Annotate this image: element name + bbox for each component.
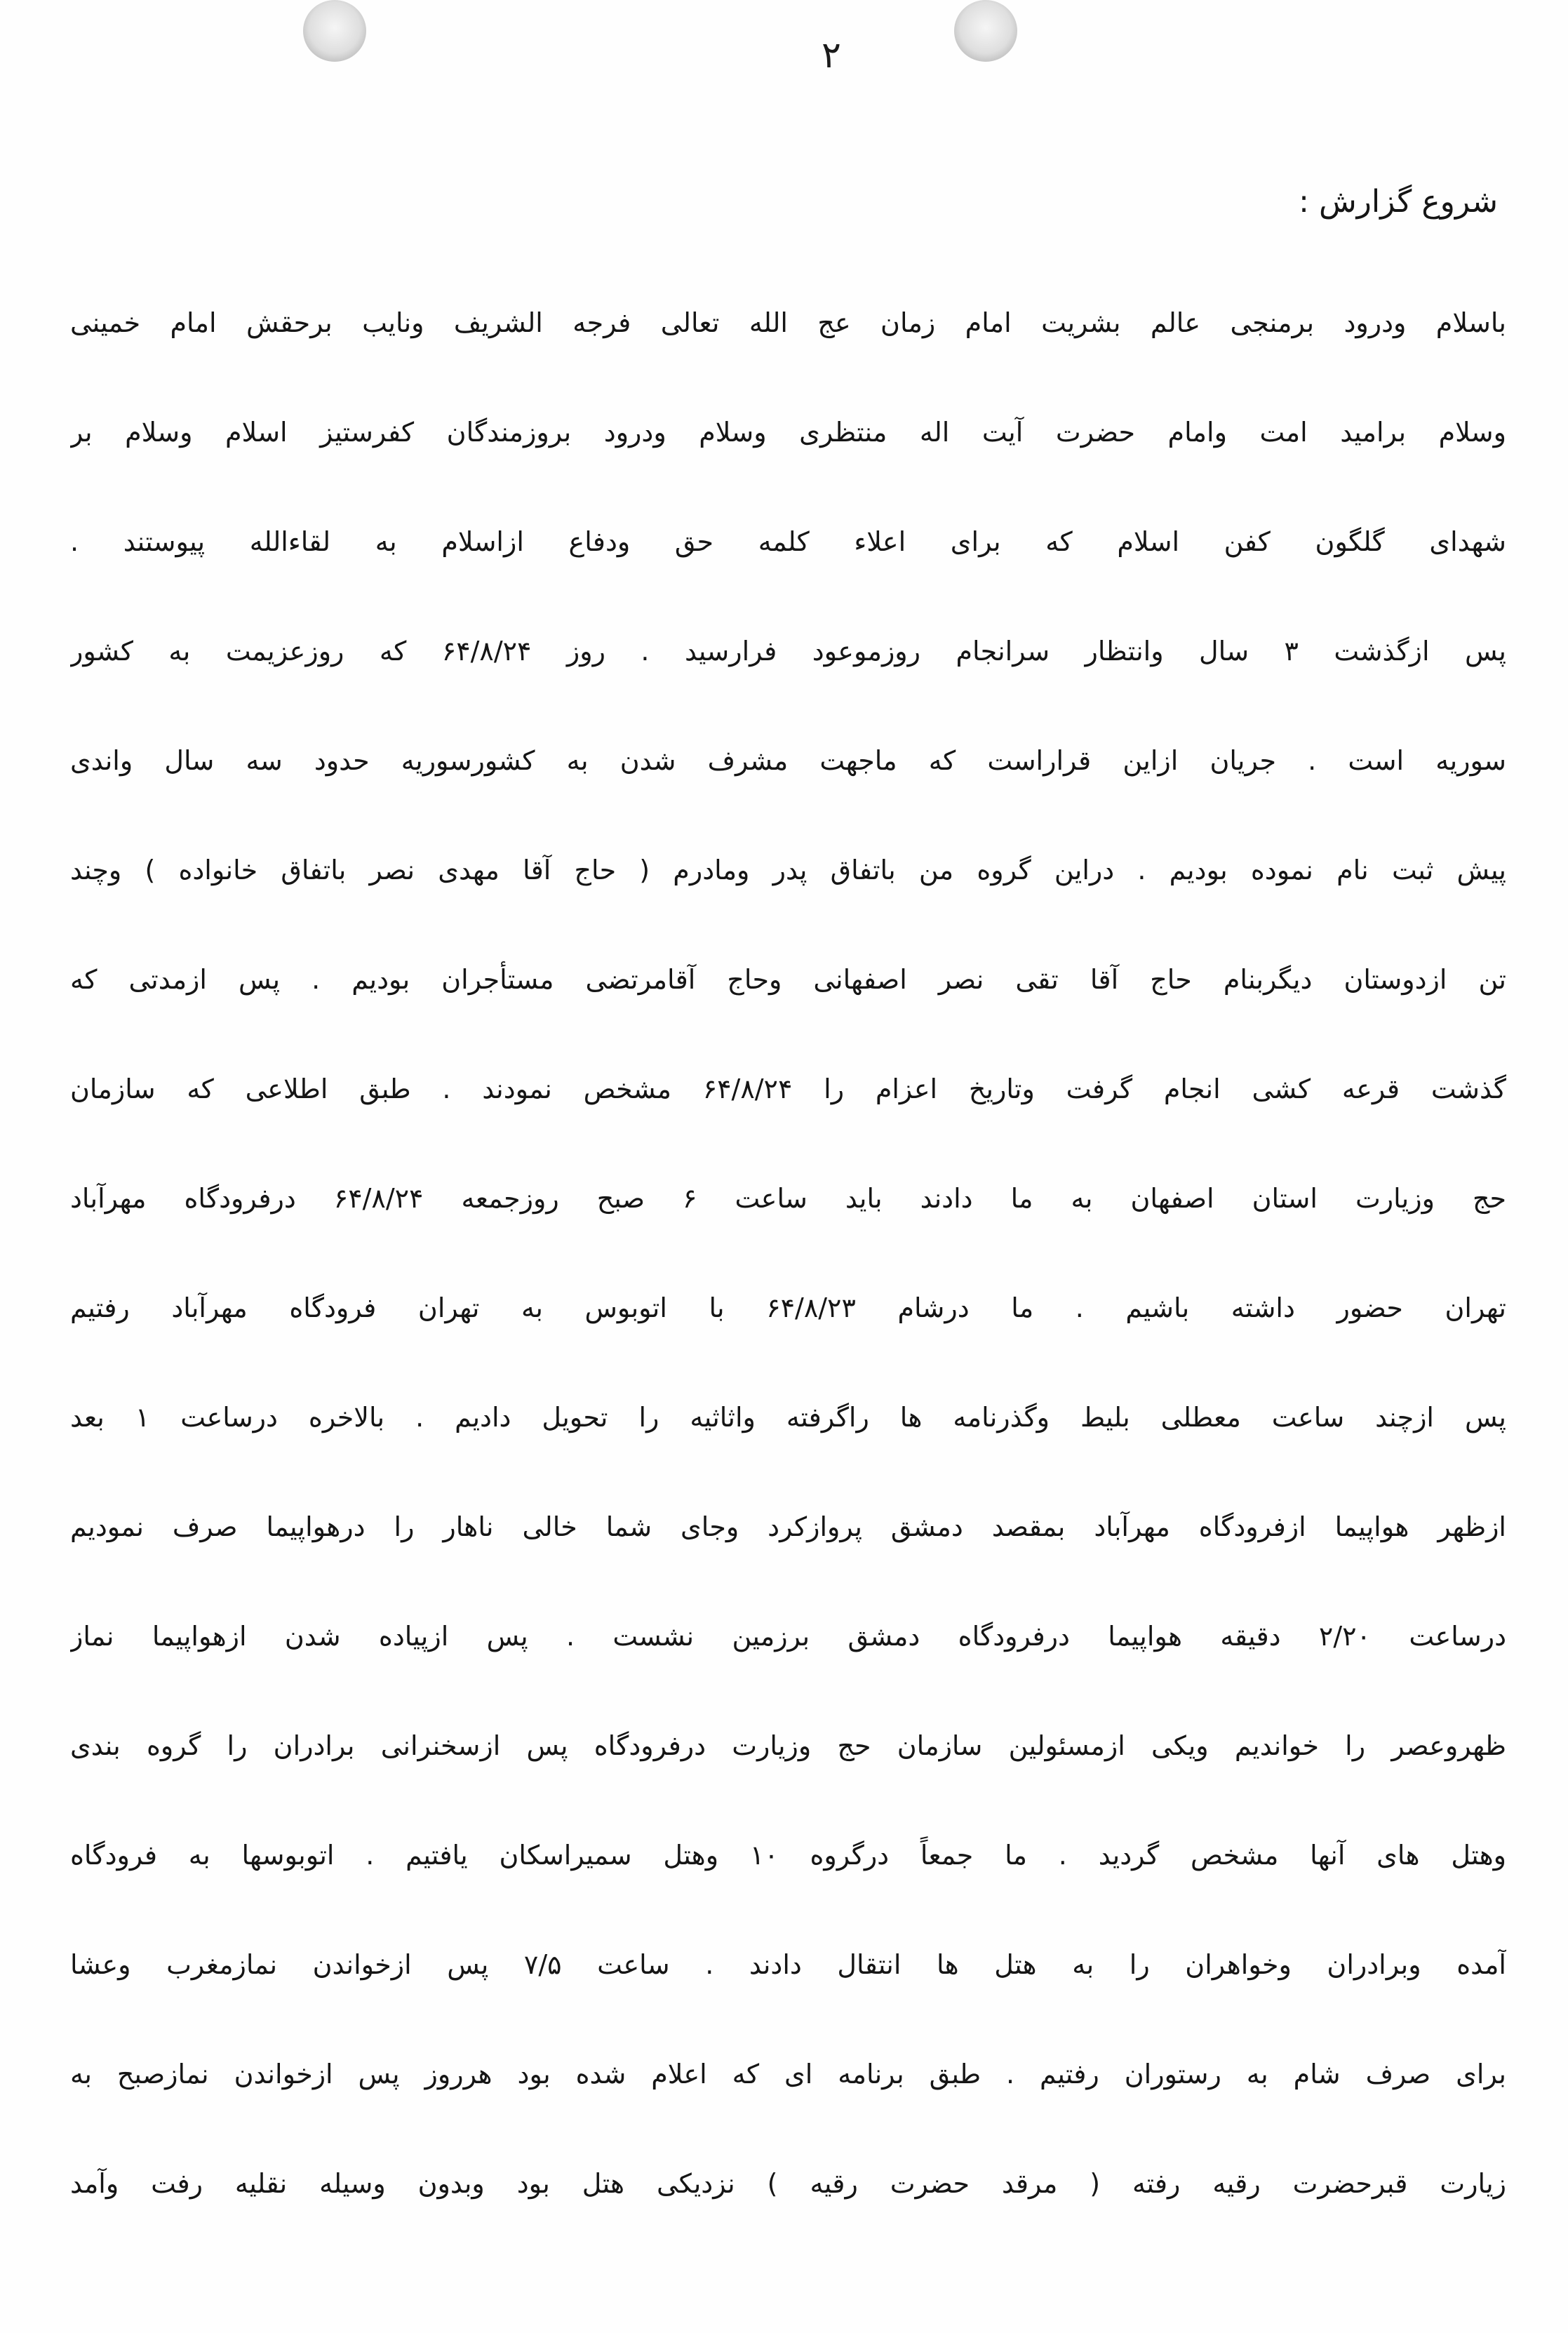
report-heading: شروع گزارش : (1299, 184, 1498, 220)
text-line: درساعت ۲/۲۰ دقیقه هواپیما درفرودگاه دمشق برزمین نشست . پس ازپیاده شدن ازهواپیما نماز (70, 1621, 1506, 1652)
text-line: وهتل های آنها مشخص گردید . ما جمعاً درگروه ۱۰ وهتل سمیراسکان یافتیم . اتوبوسها به فرودگاه (70, 1840, 1506, 1871)
text-line: گذشت قرعه کشی انجام گرفت وتاریخ اعزام را ۶۴/۸/۲۴ مشخص نمودند . طبق اطلاعی که سازمان (70, 1074, 1506, 1104)
text-line: ظهروعصر را خواندیم ویکی ازمسئولین سازمان حج وزیارت درفرودگاه پس ازسخنرانی برادران را گروه بندی (70, 1730, 1506, 1761)
text-line: برای صرف شام به رستوران رفتیم . طبق برنامه ای که اعلام شده بود هرروز پس ازخواندن نمازصبح به (70, 2059, 1506, 2090)
text-line: پیش ثبت نام نموده بودیم . دراین گروه من باتفاق پدر ومادرم ( حاج آقا مهدی نصر باتفاق خانواده ) وچند (70, 855, 1506, 885)
text-line: ازظهر هواپیما ازفرودگاه مهرآباد بمقصد دمشق پروازکرد وجای شما خالی ناهار را درهواپیما صرف نمودیم (70, 1511, 1506, 1542)
text-line: زیارت قبرحضرت رقیه رفته ( مرقد حضرت رقیه ) نزدیکی هتل بود وبدون وسیله نقلیه رفت وآمد (70, 2168, 1506, 2199)
text-line: باسلام ودرود برمنجی عالم بشریت امام زمان عج الله تعالی فرجه الشریف ونایب برحقش امام خمینی (70, 307, 1506, 338)
text-line: شهدای گلگون کفن اسلام که برای اعلاء کلمه حق ودفاع ازاسلام به لقاءالله پیوستند . (70, 526, 1506, 557)
text-line: تن ازدوستان دیگربنام حاج آقا تقی نصر اصفهانی وحاج آقامرتضی مستأجران بودیم . پس ازمدتی که (70, 964, 1506, 995)
text-line: وسلام برامید امت وامام حضرت آیت اله منتظری وسلام ودرود بروزمندگان کفرستیز اسلام وسلام بر (70, 417, 1506, 448)
page-number: ۲ (822, 34, 841, 76)
text-line: پس ازچند ساعت معطلی بلیط وگذرنامه ها راگرفته واثاثیه را تحویل دادیم . بالاخره درساعت ۱ بعد (70, 1402, 1506, 1433)
text-line: آمده وبرادران وخواهران را به هتل ها انتقال دادند . ساعت ۷/۵ پس ازخواندن نمازمغرب وعشا (70, 1949, 1506, 1980)
text-line: تهران حضور داشته باشیم . ما درشام ۶۴/۸/۲۳ با اتوبوس به تهران فرودگاه مهرآباد رفتیم (70, 1292, 1506, 1323)
text-line: حج وزیارت استان اصفهان به ما دادند باید ساعت ۶ صبح روزجمعه ۶۴/۸/۲۴ درفرودگاه مهرآباد (70, 1183, 1506, 1214)
text-line: پس ازگذشت ۳ سال وانتظار سرانجام روزموعود فرارسید . روز ۶۴/۸/۲۴ که روزعزیمت به کشور (70, 636, 1506, 667)
text-line: سوریه است . جریان ازاین قراراست که ماجهت مشرف شدن به کشورسوریه حدود سه سال واندی (70, 745, 1506, 776)
